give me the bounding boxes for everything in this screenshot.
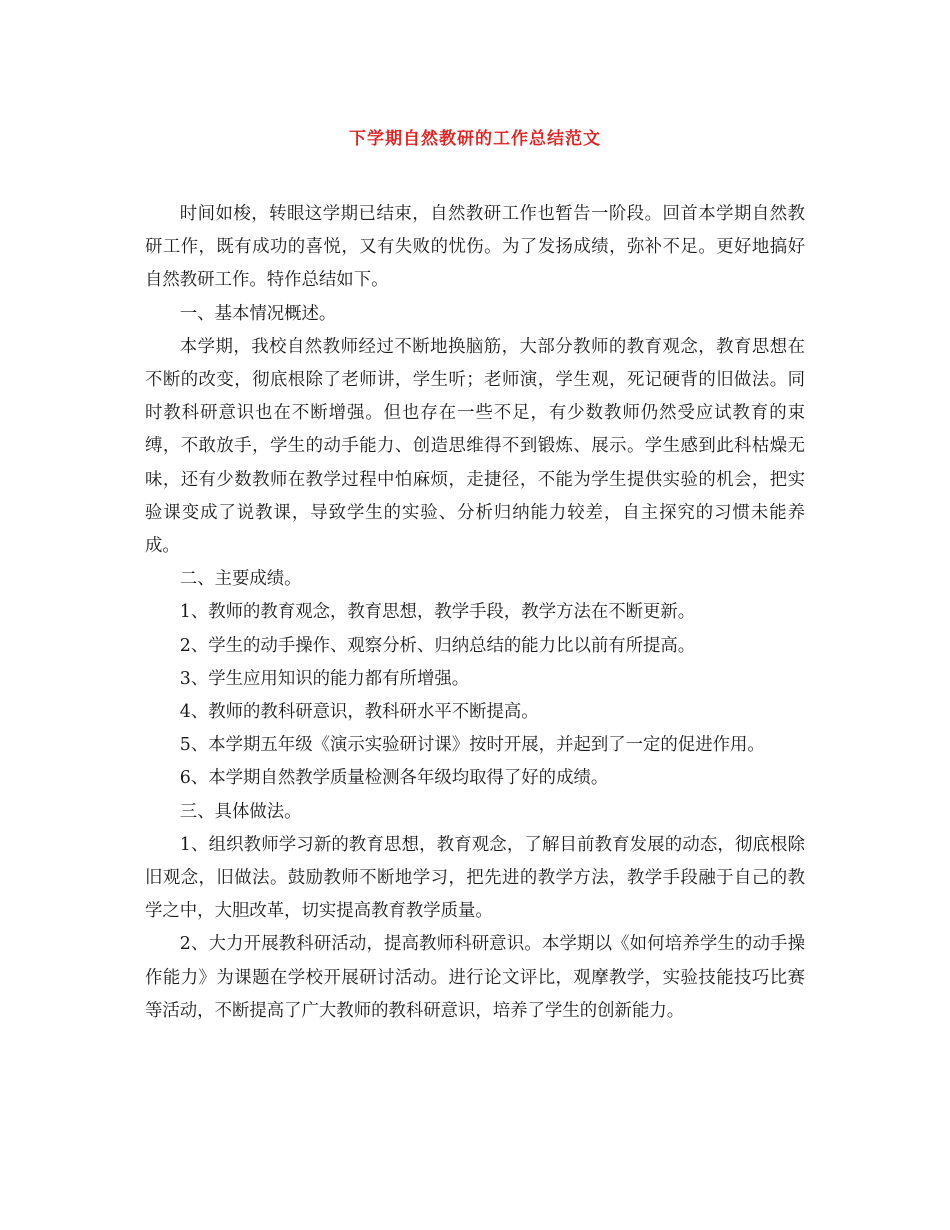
document-body (145, 198, 805, 1028)
list-item-achievement-2: 2、学生的动手操作、观察分析、归纳总结的能力比以前有所提高。 (179, 635, 696, 656)
heading-overview: 一、基本情况概述。 (179, 303, 337, 324)
list-item-achievement-3: 3、学生应用知识的能力都有所增强。 (179, 668, 470, 689)
list-item-achievement-1: 1、教师的教育观念，教育思想，教学手段，教学方法在不断更新。 (179, 602, 696, 623)
list-item-method-2: 2、大力开展教科研活动，提高教师科研意识。本学期以《如何培养学生的动手操作能力》为课题在学校开展研讨活动。进行论文评比，观摩教学，实验技能技巧比赛等活动，不断提高了广大教师的教科研意识，培养了学生的创新能力。 (145, 934, 805, 1021)
paragraph-intro: 时间如梭，转眼这学期已结束，自然教研工作也暂告一阶段。回首本学期自然教研工作，既有成功的喜悦，又有失败的忧伤。为了发扬成绩，弥补不足。更好地搞好自然教研工作。特作总结如下。 (145, 204, 805, 291)
list-item-achievement-4: 4、教师的教科研意识，教科研水平不断提高。 (179, 702, 539, 723)
list-item-achievement-5: 5、本学期五年级《演示实验研讨课》按时开展，并起到了一定的促进作用。 (179, 735, 765, 756)
document-title: 下学期自然教研的工作总结范文 (349, 129, 601, 149)
list-item-achievement-6: 6、本学期自然教学质量检测各年级均取得了好的成绩。 (179, 768, 609, 789)
list-item-method-1: 1、组织教师学习新的教育思想，教育观念，了解目前教育发展的动态，彻底根除旧观念，旧做法。鼓励教师不断地学习，把先进的教学方法，教学手段融于自己的教学之中，大胆改革，切实提高教育教学质量。 (145, 834, 805, 922)
heading-achievements: 二、主要成绩。 (179, 569, 302, 590)
heading-methods: 三、具体做法。 (179, 801, 302, 822)
paragraph-overview: 本学期，我校自然教师经过不断地换脑筋，大部分教师的教育观念，教育思想在不断的改变，彻底根除了老师讲，学生听；老师演，学生观，死记硬背的旧做法。同时教科研意识也在不断增强。但也存在一些不足，有少数教师仍然受应试教育的束缚，不敢放手，学生的动手能力、创造思维得不到锻炼、展示。学生感到此科枯燥无味，还有少数教师在教学过程中怕麻烦，走捷径，不能为学生提供实验的机会，把实验课变成了说教课，导致学生的实验、分析归纳能力较差，自主探究的习惯未能养成。 (145, 336, 805, 557)
